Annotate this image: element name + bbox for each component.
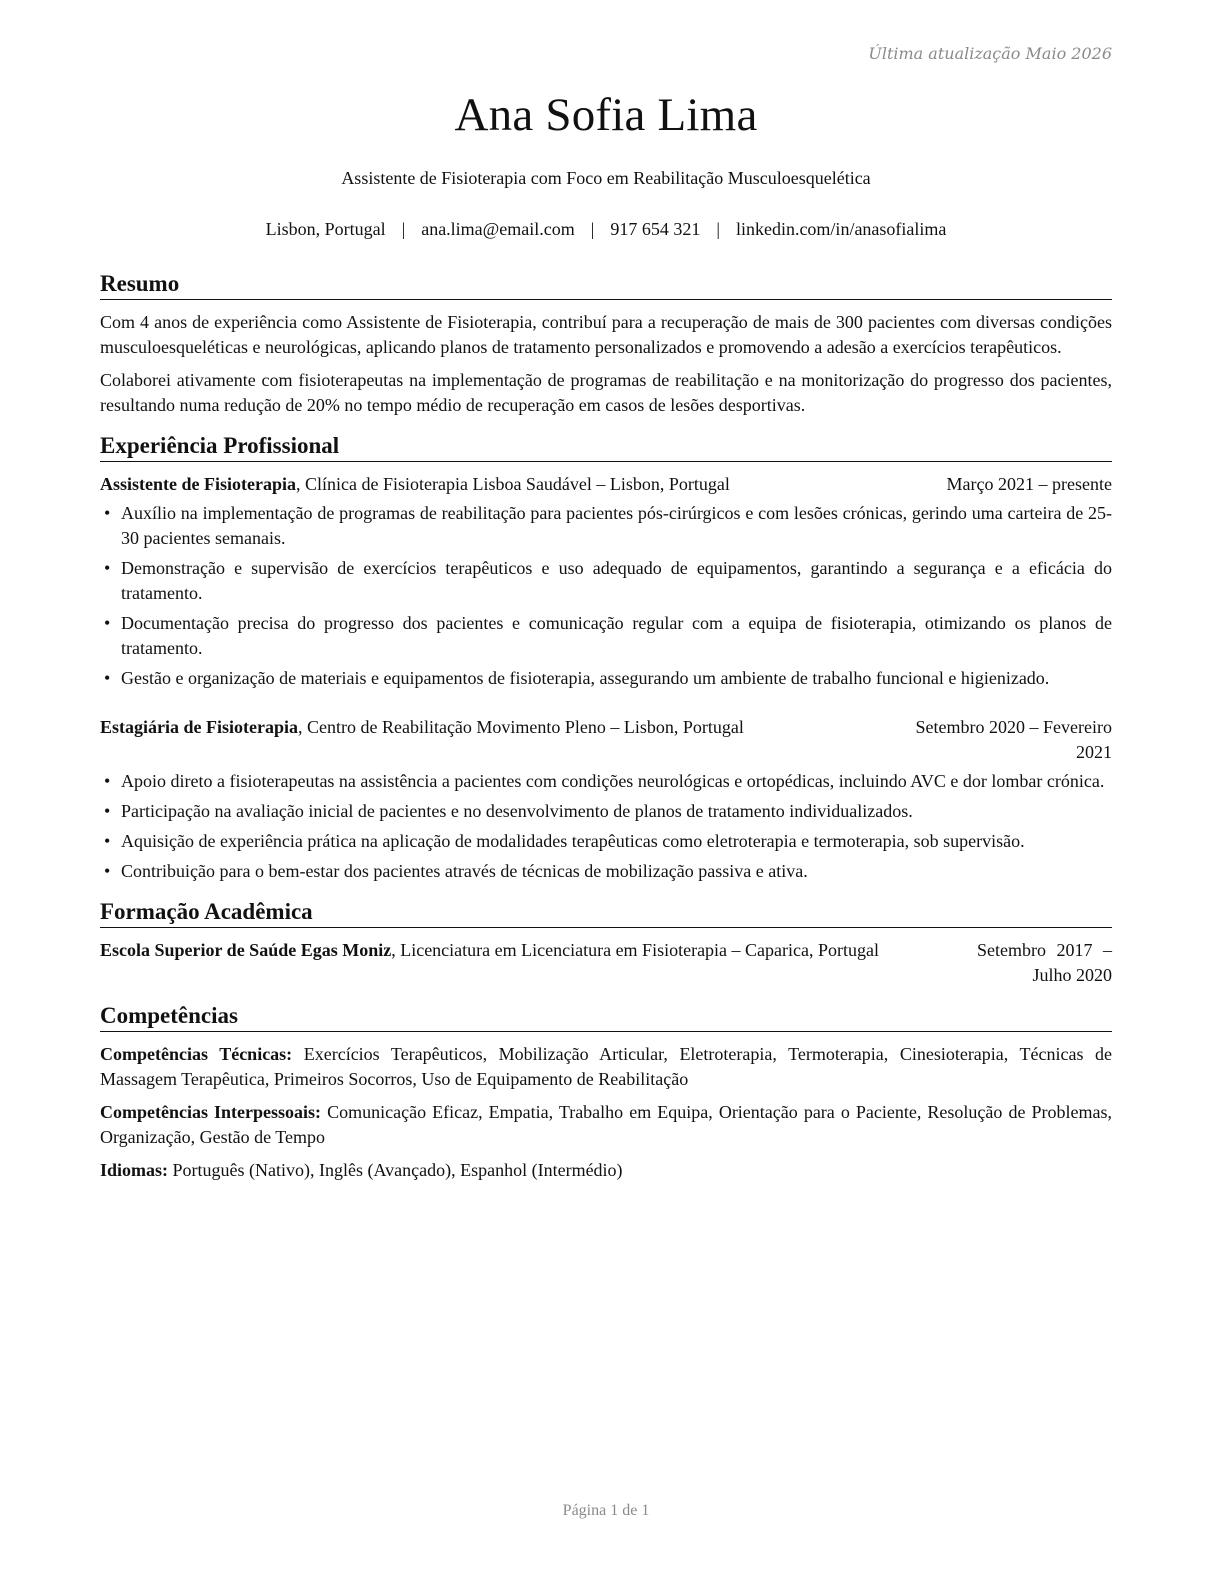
skills-text: Português (Nativo), Inglês (Avançado), Espanhol (Intermédio) <box>168 1160 623 1180</box>
section-title-skills: Competências <box>100 1002 1112 1032</box>
education-entry <box>100 938 1112 988</box>
bullet-text: Participação na avaliação inicial de pacientes e no desenvolvimento de planos de tratamento individualizados. <box>121 801 913 821</box>
skills-interpersonal <box>100 1100 1112 1150</box>
skills-languages <box>100 1158 1112 1183</box>
job-dates: Setembro 2020 – Fevereiro 2021 <box>915 717 1112 762</box>
list-item <box>100 859 1112 884</box>
skills-label: Competências Interpessoais: <box>100 1102 322 1122</box>
contact-phone: 917 654 321 <box>610 219 701 239</box>
skills-text: Comunicação Eficaz, Empatia, Trabalho em Equipa, Orientação para o Paciente, Resolução de Problemas, Organização, Gestão de Tempo <box>100 1102 1112 1147</box>
bullet-text: Demonstração e supervisão de exercícios terapêuticos e uso adequado de equipamentos, garantindo a segurança e a eficácia do tratamento. <box>121 558 1112 603</box>
education-school: Escola Superior de Saúde Egas Moniz <box>100 940 392 960</box>
skills-label: Competências Técnicas: <box>100 1044 293 1064</box>
bullet-icon: • <box>104 861 111 881</box>
job-title-line <box>100 715 860 740</box>
contact-separator: | <box>401 219 406 239</box>
skills-text: Exercícios Terapêuticos, Mobilização Articular, Eletroterapia, Termoterapia, Cinesioterapia, Técnicas de Massagem Terapêutica, Primeiros Socorros, Uso de Equipamento de Reabilitação <box>100 1044 1112 1089</box>
job-role: Estagiária de Fisioterapia <box>100 717 298 737</box>
section-title-experience: Experiência Profissional <box>100 432 1112 462</box>
job-header <box>100 715 1112 765</box>
bullet-text: Gestão e organização de materiais e equipamentos de fisioterapia, assegurando um ambiente de trabalho funcional e higienizado. <box>121 668 1050 688</box>
candidate-headline: Assistente de Fisioterapia com Foco em Reabilitação Musculoesquelética <box>341 168 871 188</box>
last-updated-note: Última atualização Maio 2026 <box>868 44 1112 63</box>
bullet-icon: • <box>104 801 111 821</box>
list-item <box>100 556 1112 606</box>
bullet-text: Contribuição para o bem-estar dos pacientes através de técnicas de mobilização passiva e ativa. <box>121 861 808 881</box>
education-dates: Setembro 2017 – Julho 2020 <box>977 940 1112 985</box>
contact-location: Lisbon, Portugal <box>265 219 386 239</box>
job-bullets <box>100 769 1112 884</box>
resume-content <box>100 270 1112 1191</box>
job-header <box>100 472 1112 497</box>
job-dates: Março 2021 – presente <box>946 474 1112 494</box>
bullet-text: Aquisição de experiência prática na aplicação de modalidades terapêuticas como eletroterapia e termoterapia, sob supervisão. <box>121 831 1025 851</box>
job-organization: , Clínica de Fisioterapia Lisboa Saudável – Lisbon, Portugal <box>295 474 730 494</box>
section-title-education: Formação Acadêmica <box>100 898 1112 928</box>
bullet-text: Documentação precisa do progresso dos pacientes e comunicação regular com a equipa de fisioterapia, otimizando os planos de tratamento. <box>121 613 1112 658</box>
job-title-line <box>100 472 927 497</box>
bullet-icon: • <box>104 668 111 688</box>
education-title-line <box>100 938 957 963</box>
list-item <box>100 829 1112 854</box>
bullet-text: Apoio direto a fisioterapeutas na assistência a pacientes com condições neurológicas e ortopédicas, incluindo AVC e dor lombar crónica. <box>121 771 1105 791</box>
education-degree: , Licenciatura em Licenciatura em Fisioterapia – Caparica, Portugal <box>391 940 879 960</box>
job-entry <box>100 715 1112 884</box>
contact-separator: | <box>590 219 595 239</box>
bullet-icon: • <box>104 613 111 633</box>
bullet-icon: • <box>104 771 111 791</box>
list-item <box>100 611 1112 661</box>
bullet-icon: • <box>104 558 111 578</box>
section-title-summary: Resumo <box>100 270 1112 300</box>
bullet-text: Auxílio na implementação de programas de reabilitação para pacientes pós-cirúrgicos e com lesões crónicas, gerindo uma carteira de 25-30 pacientes semanais. <box>121 503 1112 548</box>
job-organization: , Centro de Reabilitação Movimento Pleno – Lisbon, Portugal <box>297 717 744 737</box>
list-item <box>100 799 1112 824</box>
bullet-icon: • <box>104 503 111 523</box>
job-entry <box>100 472 1112 691</box>
bullet-icon: • <box>104 831 111 851</box>
list-item <box>100 501 1112 551</box>
contact-email[interactable]: ana.lima@email.com <box>421 219 575 239</box>
skills-label: Idiomas: <box>100 1160 169 1180</box>
contact-linkedin[interactable]: linkedin.com/in/anasofialima <box>735 219 947 239</box>
resume-page <box>100 0 1112 1584</box>
skills-technical <box>100 1042 1112 1092</box>
list-item <box>100 769 1112 794</box>
summary-paragraph: Com 4 anos de experiência como Assistente de Fisioterapia, contribuí para a recuperação de mais de 300 pacientes com diversas condições musculoesqueléticas e neurológicas, aplicando planos de tratamento personalizados e promovendo a adesão a exercícios terapêuticos. <box>100 312 1112 357</box>
job-bullets <box>100 501 1112 691</box>
contact-line <box>100 219 1112 240</box>
summary-paragraph: Colaborei ativamente com fisioterapeutas na implementação de programas de reabilitação e na monitorização do progresso dos pacientes, resultando numa redução de 20% no tempo médio de recuperação em casos de lesões desportivas. <box>100 370 1112 415</box>
job-role: Assistente de Fisioterapia <box>100 474 296 494</box>
candidate-name: Ana Sofia Lima <box>454 89 758 141</box>
page-number: Página 1 de 1 <box>562 1502 650 1519</box>
list-item <box>100 666 1112 691</box>
contact-separator: | <box>716 219 720 239</box>
